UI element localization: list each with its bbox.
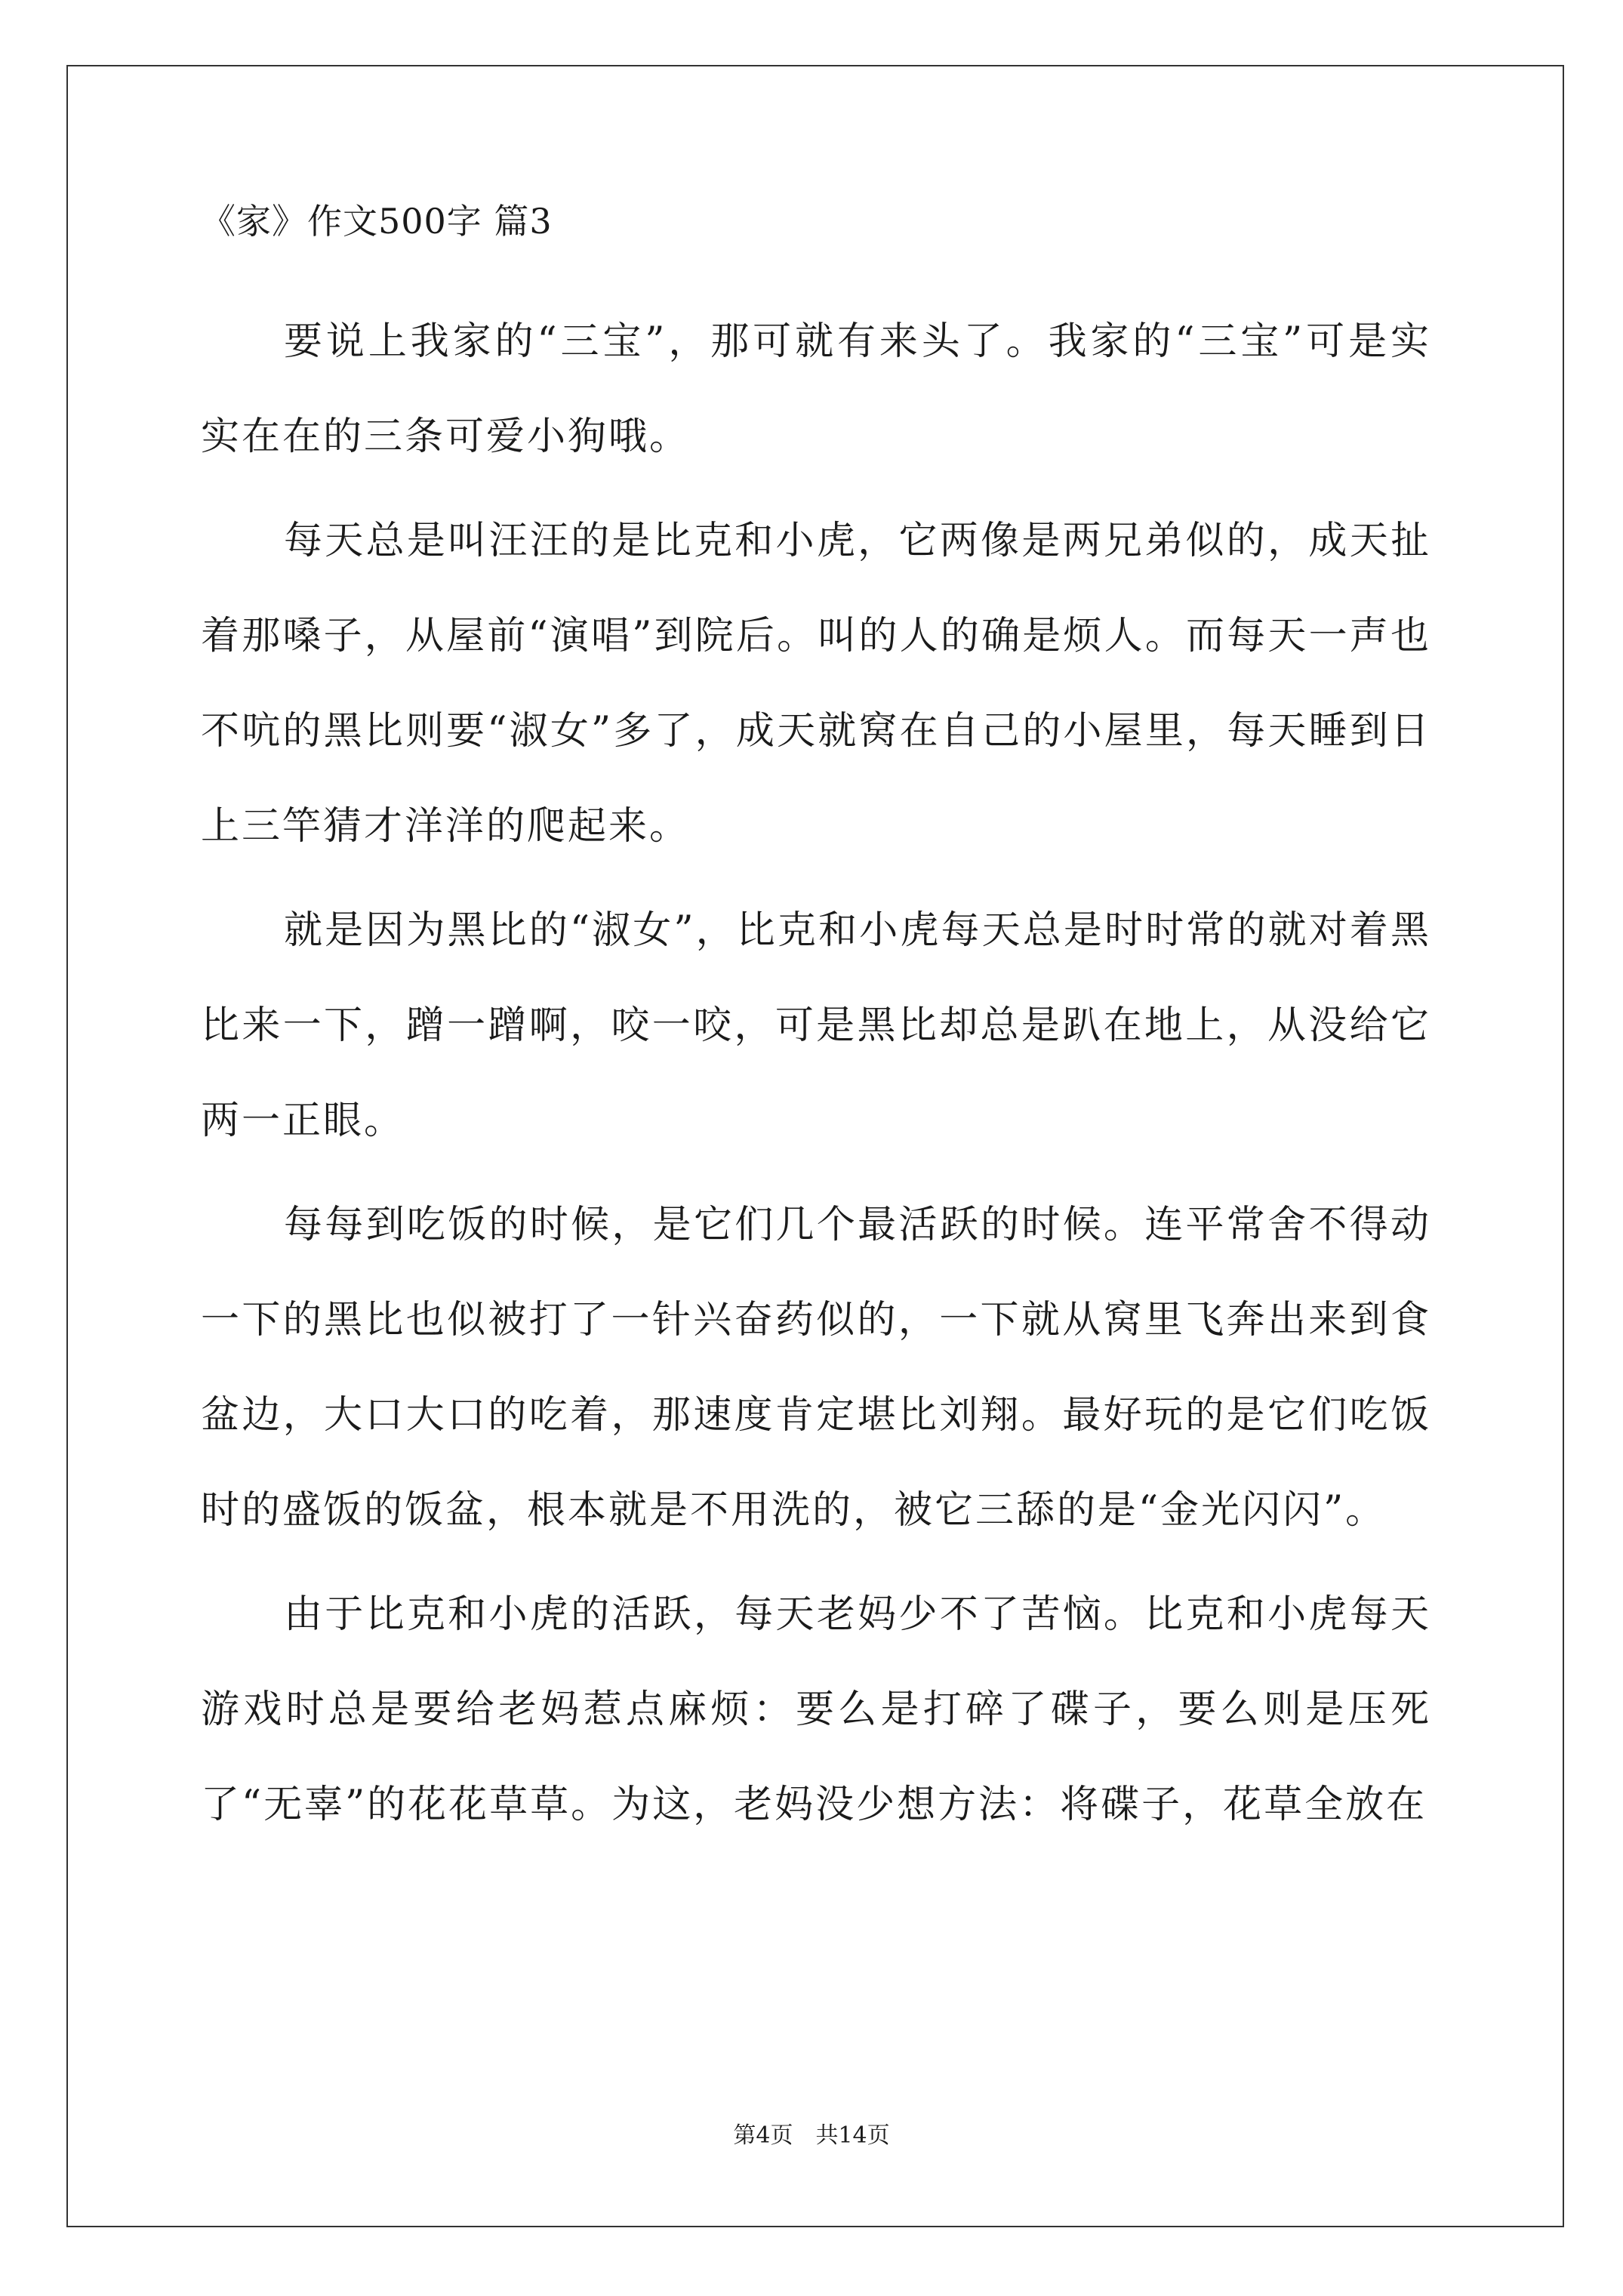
paragraph: 每天总是叫汪汪的是比克和小虎，它两像是两兄弟似的，成天扯着那嗓子，从屋前“演唱”到院后。叫的人的确是烦人。而每天一声也不吭的黑比则要“淑女”多了，成天就窝在自己的小屋里，每天睡到日上三竿猜才洋洋的爬起来。 bbox=[201, 519, 1431, 849]
document-body bbox=[201, 201, 1431, 1862]
paragraph: 由于比克和小虎的活跃，每天老妈少不了苦恼。比克和小虎每天游戏时总是要给老妈惹点麻烦：要么是打碎了碟子，要么则是压死了“无辜”的花花草草。为这，老妈没少想方法：将碟子，花草全放在 bbox=[201, 1592, 1431, 1827]
paragraph: 要说上我家的“三宝”，那可就有来头了。我家的“三宝”可是实实在在的三条可爱小狗哦。 bbox=[201, 319, 1431, 459]
paragraph: 就是因为黑比的“淑女”，比克和小虎每天总是时时常的就对着黑比来一下，蹭一蹭啊，咬一咬，可是黑比却总是趴在地上，从没给它两一正眼。 bbox=[201, 908, 1431, 1143]
paragraph: 每每到吃饭的时候，是它们几个最活跃的时候。连平常舍不得动一下的黑比也似被打了一针兴奋药似的，一下就从窝里飞奔出来到食盆边，大口大口的吃着，那速度肯定堪比刘翔。最好玩的是它们吃饭时的盛饭的饭盆，根本就是不用洗的，被它三舔的是“金光闪闪”。 bbox=[201, 1203, 1431, 1533]
page-number-footer: 第4页 共14页 bbox=[733, 2122, 890, 2149]
essay-heading: 《家》作文500字 篇3 bbox=[201, 201, 553, 242]
